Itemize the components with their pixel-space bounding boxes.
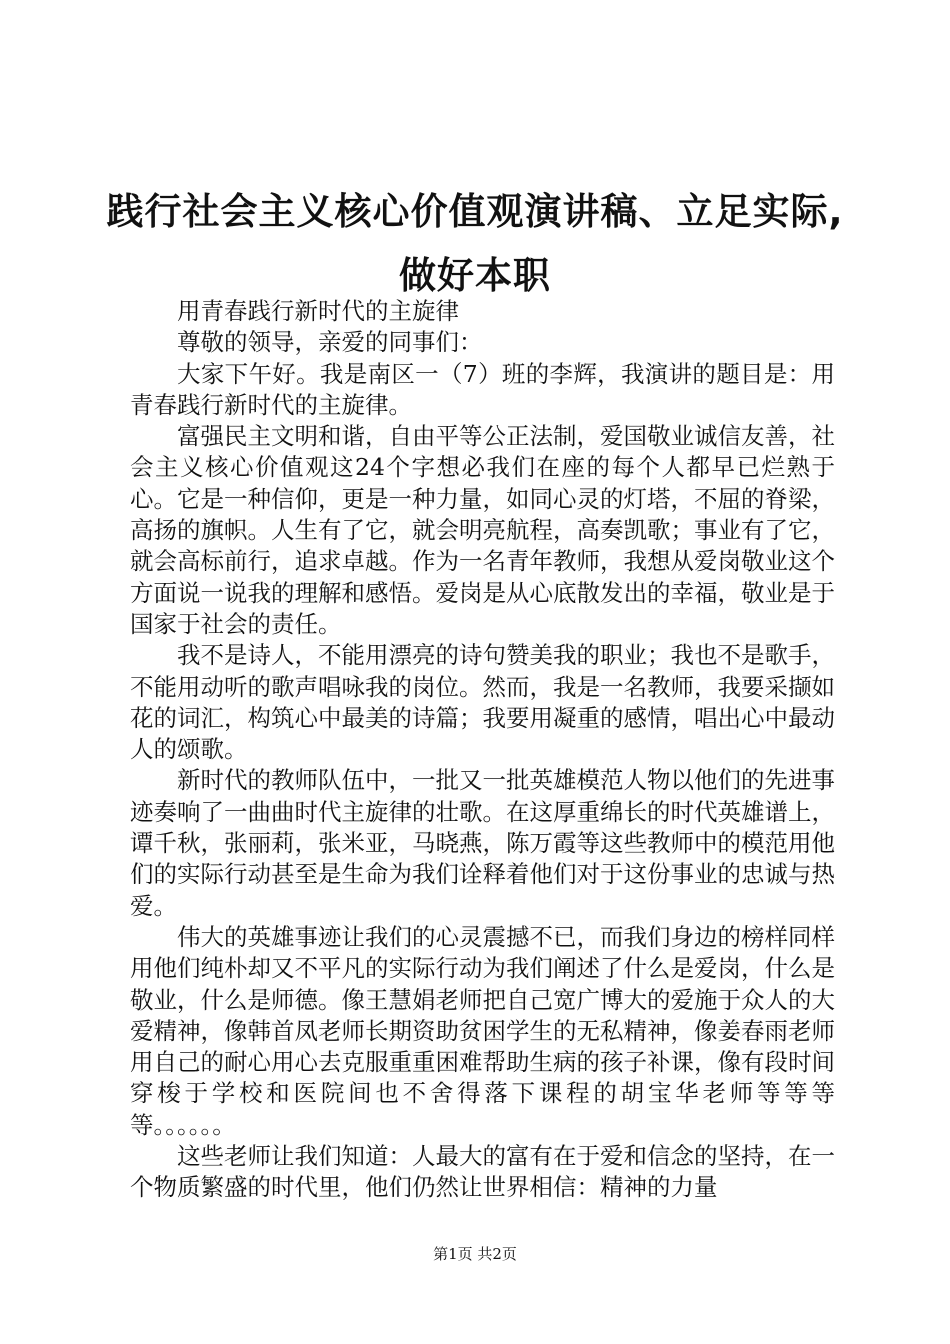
body-paragraph: 大家下午好。我是南区一（7）班的李辉，我演讲的题目是：用青春践行新时代的主旋律。 (130, 359, 835, 419)
body-paragraph: 富强民主文明和谐，自由平等公正法制，爱国敬业诚信友善，社会主义核心价值观这24个字想必我们在座的每个人都早已烂熟于心。它是一种信仰，更是一种力量，如同心灵的灯塔，不屈的脊梁，高扬的旗帜。人生有了它，就会明亮航程，高奏凯歌；事业有了它，就会高标前行，追求卓越。作为一名青年教师，我想从爱岗敬业这个方面说一说我的理解和感悟。爱岗是从心底散发出的幸福，敬业是于国家于社会的责任。 (130, 422, 835, 638)
body-paragraph: 新时代的教师队伍中，一批又一批英雄模范人物以他们的先进事迹奏响了一曲曲时代主旋律的壮歌。在这厚重绵长的时代英雄谱上，谭千秋，张丽莉，张米亚，马晓燕，陈万霞等这些教师中的模范用他们的实际行动甚至是生命为我们诠释着他们对于这份事业的忠诚与热爱。 (130, 766, 835, 920)
page-footer: 第1页 共2页 (433, 1245, 517, 1263)
body-paragraph: 这些老师让我们知道：人最大的富有在于爱和信念的坚持，在一个物质繁盛的时代里，他们仍然让世界相信：精神的力量 (130, 1142, 835, 1202)
greeting-paragraph: 尊敬的领导，亲爱的同事们： (177, 328, 483, 357)
document-title: 践行社会主义核心价值观演讲稿、立足实际,做好本职 (106, 190, 844, 297)
document-body (130, 296, 835, 1204)
body-paragraph: 伟大的英雄事迹让我们的心灵震撼不已，而我们身边的榜样同样用他们纯朴却又不平凡的实际行动为我们阐述了什么是爱岗，什么是敬业，什么是师德。像王慧娟老师把自己宽广博大的爱施于众人的大爱精神，像韩首凤老师长期资助贫困学生的无私精神，像姜春雨老师用自己的耐心用心去克服重重困难帮助生病的孩子补课，像有段时间穿梭于学校和医院间也不舍得落下课程的胡宝华老师等等等等。。。。。。 (130, 922, 835, 1139)
subtitle-paragraph: 用青春践行新时代的主旋律 (177, 297, 459, 325)
body-paragraph: 我不是诗人，不能用漂亮的诗句赞美我的职业；我也不是歌手，不能用动听的歌声唱咏我的岗位。然而，我是一名教师，我要采撷如花的词汇，构筑心中最美的诗篇；我要用凝重的感情，唱出心中最动人的颂歌。 (130, 641, 835, 764)
